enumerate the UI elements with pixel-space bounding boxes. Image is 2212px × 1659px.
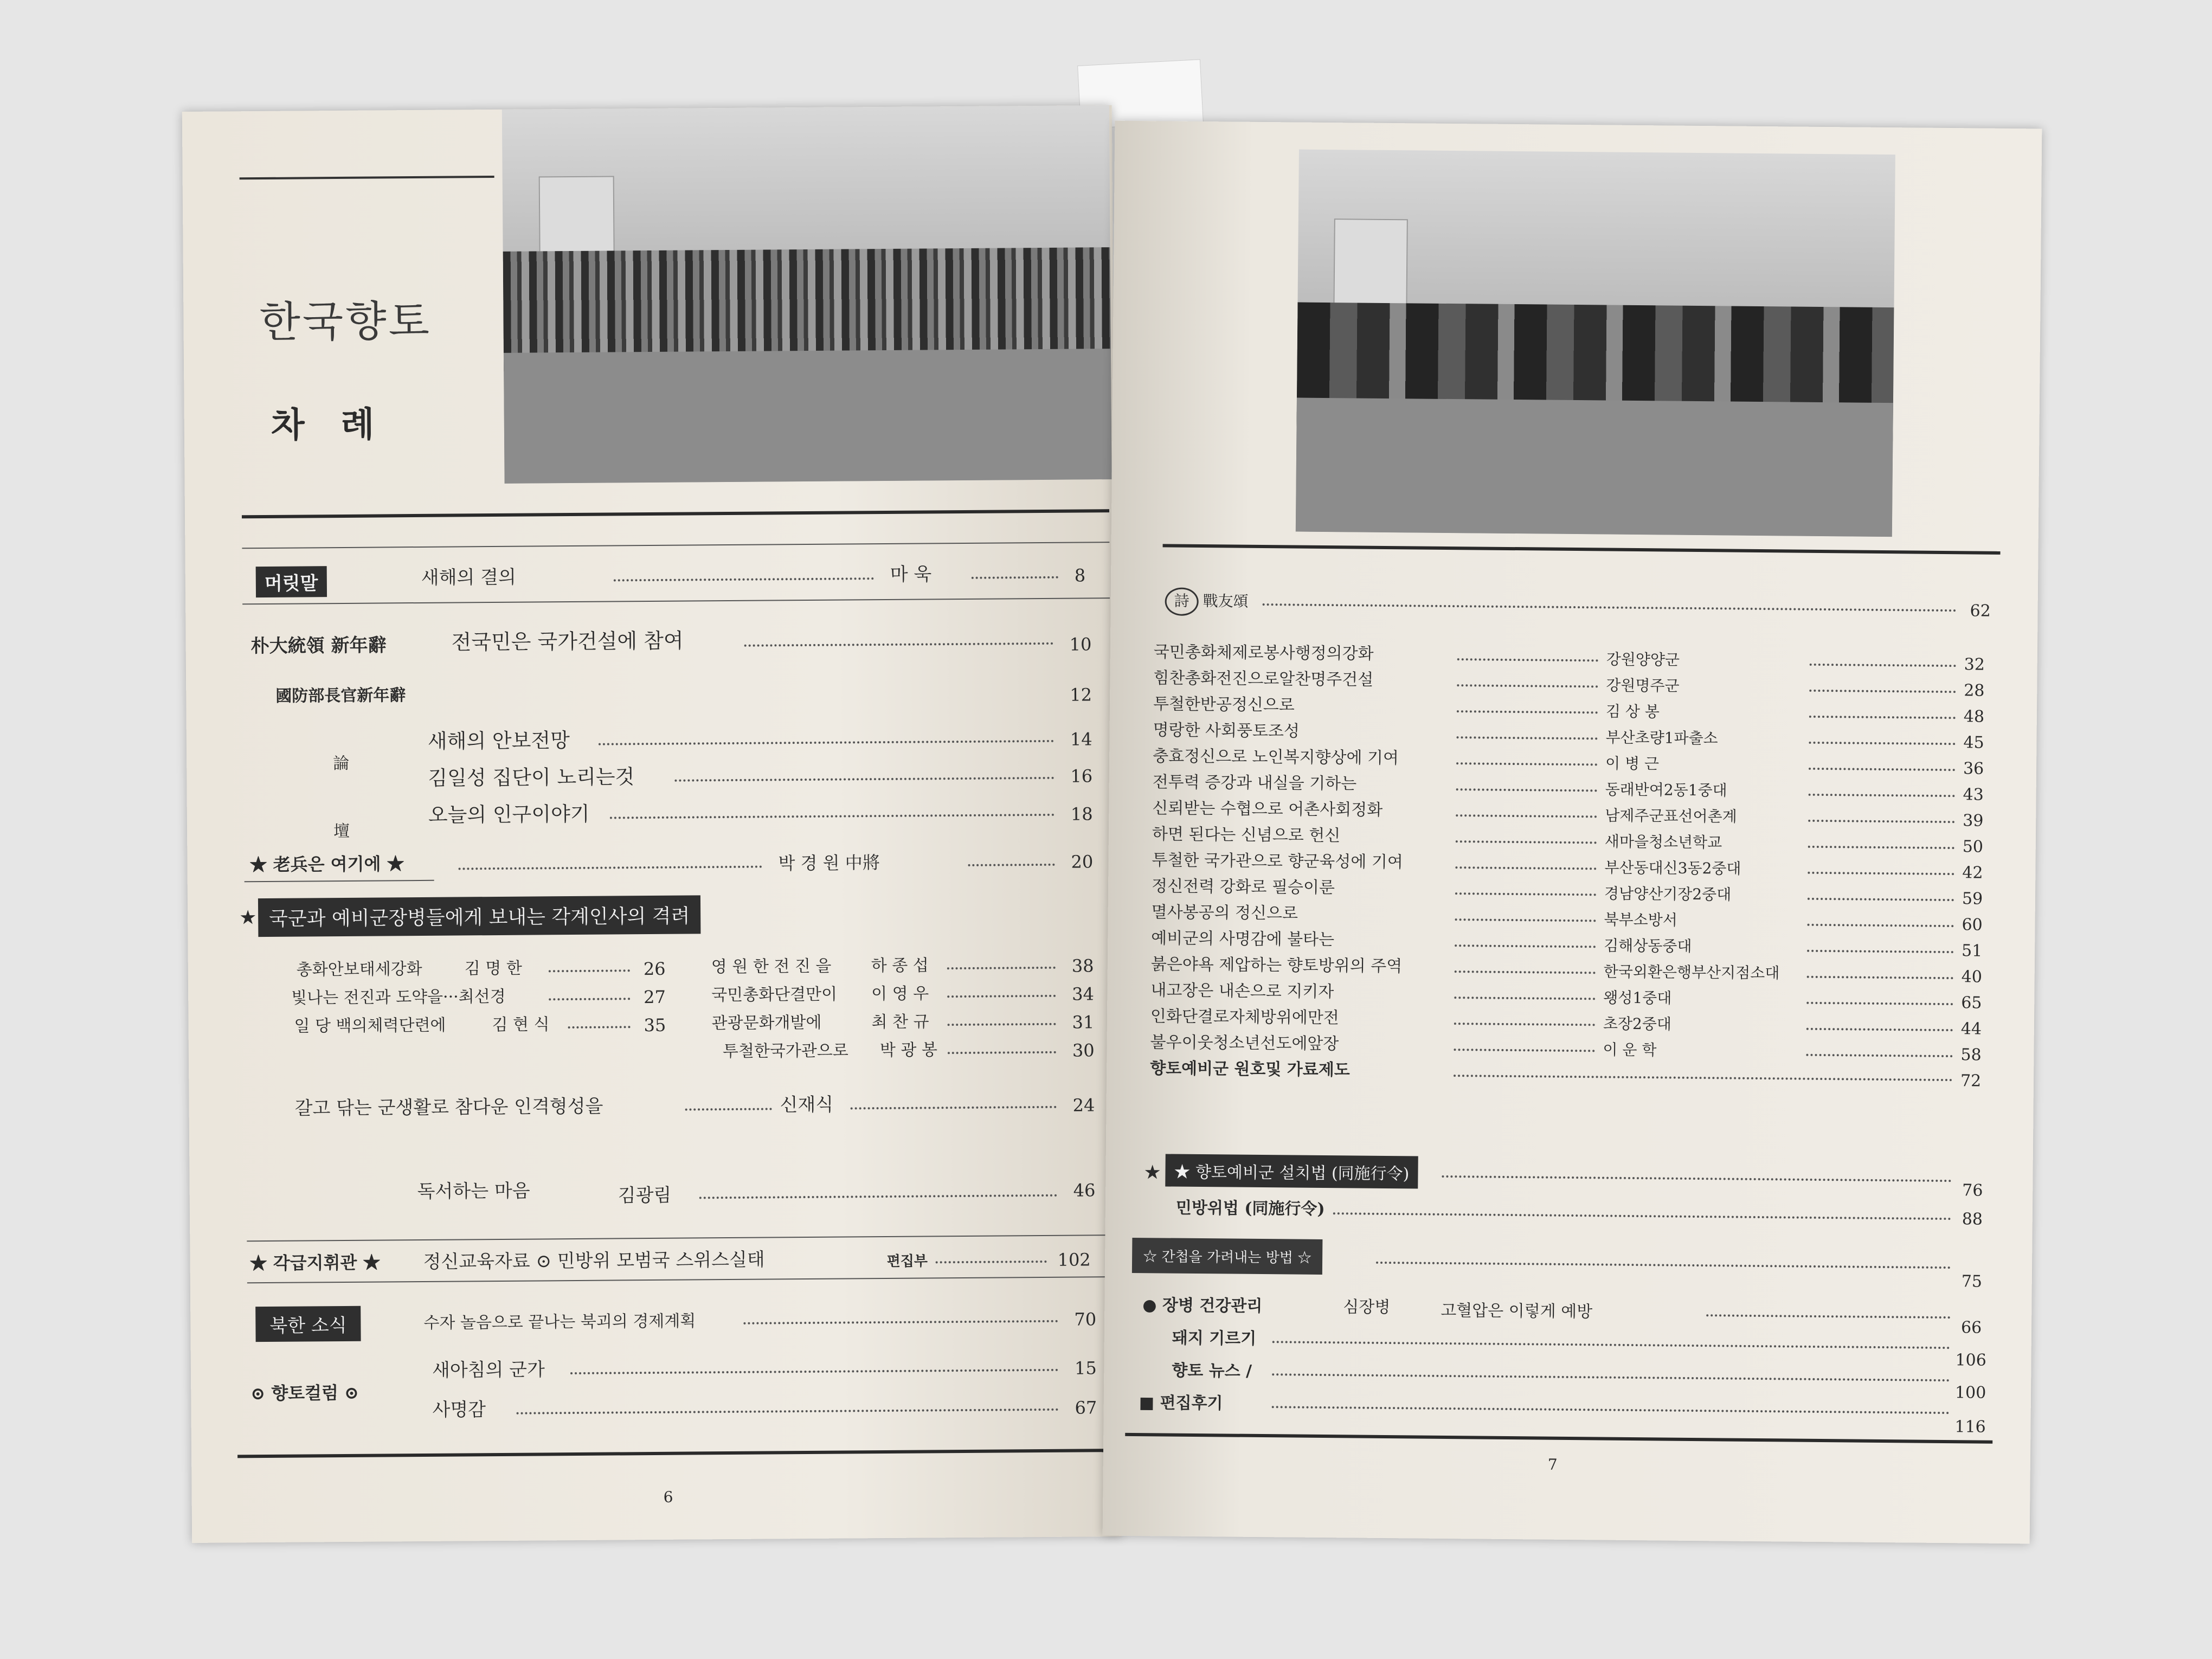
toc-page: 66	[1960, 1318, 1982, 1338]
toc-title: 정신교육자료 ⊙ 민방위 모범국 스위스실태	[423, 1249, 765, 1273]
north-korea-news-label: 북한 소식	[255, 1306, 361, 1342]
toc-author: 최 찬 규	[871, 1012, 929, 1032]
toc-page: 60	[1962, 915, 1983, 935]
toc-author: 김해상동중대	[1604, 936, 1692, 955]
toc-author: 동래반여2동1중대	[1605, 780, 1727, 800]
toc-author: 박 광 봉	[879, 1040, 938, 1060]
toc-author: 이 영 우	[871, 984, 929, 1004]
toc-title: 사명감	[432, 1399, 486, 1421]
toc-author: 남제주군표선어촌계	[1605, 806, 1737, 826]
toc-page: 38	[1071, 955, 1094, 976]
toc-page: 62	[1970, 601, 1991, 621]
toc-page: 36	[1963, 759, 1984, 779]
parade-photo-left	[502, 105, 1112, 484]
reserve-law-banner: ★ 향토예비군 설치법 (同施行令)	[1165, 1154, 1418, 1188]
right-page	[1103, 121, 2042, 1544]
star-icon: ★	[1143, 1161, 1161, 1184]
toc-title: 차 례	[271, 404, 375, 446]
toc-page: 40	[1961, 967, 1983, 987]
toc-author: 강원명주군	[1606, 676, 1680, 695]
encouragement-banner: 국군과 예비군장병들에게 보내는 각계인사의 격려	[258, 895, 701, 937]
toc-title: 민방위법 (同施行令)	[1175, 1198, 1325, 1219]
toc-page: 10	[1069, 634, 1092, 655]
toc-title: 김일성 집단이 노리는것	[428, 765, 635, 790]
toc-page: 27	[644, 986, 666, 1008]
toc-label: 朴大統領 新年辭	[250, 634, 387, 658]
toc-title: 힘찬총화전진으로알찬명주건설	[1153, 668, 1374, 690]
toc-page: 15	[1074, 1358, 1097, 1379]
toc-title: 충효정신으로 노인복지향상에 기여	[1153, 747, 1399, 768]
toc-author: 초장2중대	[1603, 1014, 1672, 1033]
left-page	[182, 105, 1122, 1543]
toc-author: 김 상 봉	[1605, 702, 1660, 721]
toc-page: 34	[1072, 983, 1095, 1005]
toc-title: 관광문화개발에	[711, 1013, 822, 1033]
toc-author: 심장병	[1343, 1297, 1391, 1317]
toc-title: 멸사봉공의 정신으로	[1151, 903, 1298, 923]
toc-title: 향토예비군 원호및 가료제도	[1150, 1059, 1350, 1080]
toc-title: 빛나는 전진과 도약을···최선경	[291, 987, 506, 1008]
toc-label: ★ 각급지휘관 ★	[249, 1252, 381, 1274]
toc-title: 정신전력 강화로 필승이룬	[1151, 877, 1335, 898]
poem-label: 詩	[1165, 587, 1198, 616]
toc-label: 國防部長官新年辭	[275, 686, 406, 706]
toc-title: 신뢰받는 수협으로 어촌사회정화	[1152, 799, 1383, 820]
toc-page: 58	[1960, 1045, 1982, 1065]
toc-label: 論	[333, 754, 350, 774]
toc-title: 일 당 백의체력단련에	[294, 1015, 446, 1036]
toc-page: 45	[1963, 733, 1984, 753]
toc-label: ⊙ 향토컬럼 ⊙	[250, 1382, 359, 1404]
toc-title: 명랑한 사회풍토조성	[1153, 721, 1300, 741]
toc-title: 새해의 결의	[421, 566, 516, 589]
toc-author: 이 병 근	[1605, 754, 1660, 773]
toc-page: 67	[1075, 1397, 1097, 1418]
toc-author: 경남양산기장2중대	[1604, 884, 1732, 904]
toc-page: 106	[1955, 1351, 1986, 1370]
toc-page: 43	[1963, 785, 1984, 805]
toc-page: 46	[1073, 1180, 1096, 1201]
toc-label: 壇	[333, 821, 350, 841]
toc-author: 김 명 한	[464, 959, 522, 979]
toc-page: 48	[1963, 707, 1985, 726]
toc-page: 28	[1964, 681, 1985, 700]
toc-author: 부산동대신3동2중대	[1604, 858, 1741, 878]
toc-author: 새마을청소년학교	[1604, 832, 1722, 852]
toc-page: 88	[1962, 1210, 1983, 1229]
toc-title: 돼지 기르기	[1172, 1328, 1257, 1348]
toc-title: 향토 뉴스 /	[1172, 1361, 1252, 1381]
toc-title: 갈고 닦는 군생활로 참다운 인격형성을	[294, 1095, 603, 1120]
toc-author: 한국외환은행부산지점소대	[1603, 962, 1780, 982]
artillery-photo-right	[1296, 150, 1895, 537]
toc-page: 8	[1074, 565, 1086, 586]
toc-title: 예비군의 사명감에 불타는	[1151, 929, 1335, 950]
toc-title: 수자 놀음으로 끝나는 북괴의 경제계획	[423, 1311, 696, 1333]
star-icon: ★	[239, 906, 257, 929]
toc-page: 50	[1962, 837, 1984, 857]
toc-page: 32	[1964, 655, 1985, 674]
toc-page: 76	[1962, 1181, 1983, 1200]
toc-title: 새해의 안보전망	[427, 729, 570, 753]
toc-page: 100	[1954, 1383, 1986, 1403]
toc-title: 戰友頌	[1203, 592, 1249, 610]
toc-page: 30	[1072, 1040, 1095, 1061]
toc-author: 김광림	[618, 1184, 672, 1207]
toc-title: 내고장은 내손으로 지키자	[1150, 981, 1334, 1002]
toc-title: 불우이웃청소년선도에앞장	[1150, 1033, 1339, 1054]
toc-author: 북부소방서	[1604, 910, 1677, 929]
toc-title: 독서하는 마음	[417, 1180, 530, 1203]
toc-title: 새아침의 군가	[432, 1359, 545, 1381]
toc-page: 70	[1074, 1309, 1097, 1330]
toc-title: 투철한반공정신으로	[1153, 695, 1295, 715]
toc-title: 총화안보태세강화	[296, 959, 422, 980]
toc-page: 42	[1962, 863, 1983, 883]
toc-page: 75	[1961, 1272, 1983, 1291]
toc-label: ★ 老兵은 여기에 ★	[249, 853, 404, 876]
toc-author: 이 운 학	[1603, 1040, 1657, 1059]
toc-title: 투철한국가관으로	[722, 1041, 848, 1062]
toc-title: 인화단결로자체방위에만전	[1150, 1007, 1339, 1028]
toc-page: 20	[1071, 851, 1094, 872]
toc-title: 전국민은 국가건설에 참여	[451, 628, 684, 654]
toc-title: 국민총화체제로봉사행정의강화	[1153, 642, 1374, 664]
toc-author: 강원양양군	[1606, 650, 1680, 669]
toc-page: 44	[1960, 1019, 1982, 1039]
toc-page: 59	[1962, 889, 1983, 909]
toc-page: 12	[1070, 684, 1092, 705]
toc-author: 부산초량1파출소	[1605, 728, 1718, 748]
toc-page: 24	[1072, 1095, 1095, 1116]
toc-author: 김 현 식	[492, 1015, 550, 1035]
toc-page: 18	[1070, 803, 1093, 825]
toc-title: 영 원 한 전 진 을	[711, 956, 832, 977]
toc-title: 붉은야욕 제압하는 향토방위의 주역	[1150, 955, 1403, 976]
toc-page: 39	[1963, 811, 1984, 831]
toc-author: 하 종 섭	[871, 956, 929, 976]
toc-page: 26	[643, 958, 666, 980]
toc-page: 51	[1961, 941, 1983, 961]
toc-page: 31	[1072, 1012, 1095, 1033]
toc-title: 전투력 증강과 내실을 기하는	[1152, 773, 1357, 794]
toc-page: 72	[1960, 1071, 1982, 1091]
toc-title: 국민총화단결만이	[711, 985, 838, 1005]
toc-author: 신재식	[780, 1094, 834, 1116]
magazine-title: 한국향토	[259, 297, 432, 348]
section-rule	[242, 509, 1109, 518]
toc-extra: 고혈압은 이렇게 예방	[1441, 1301, 1593, 1322]
toc-title: 투철한 국가관으로 향군육성에 기여	[1152, 851, 1403, 872]
preface-label: 머릿말	[256, 566, 327, 597]
toc-page: 16	[1070, 766, 1093, 787]
toc-author: 편집부	[886, 1253, 928, 1270]
spy-detection-banner: ☆ 간첩을 가려내는 방법 ☆	[1132, 1238, 1323, 1275]
page-number: 7	[1547, 1455, 1558, 1474]
toc-author: 왱성1중대	[1603, 988, 1672, 1007]
toc-page: 14	[1070, 729, 1092, 750]
toc-page: 35	[644, 1014, 666, 1036]
toc-page: 65	[1961, 993, 1982, 1013]
toc-page: 116	[1954, 1417, 1986, 1437]
title-rule	[240, 176, 494, 179]
toc-title: ■ 편집후기	[1139, 1393, 1223, 1413]
toc-title: ● 장병 건강관리	[1142, 1296, 1263, 1316]
toc-title: 오늘의 인구이야기	[428, 802, 590, 827]
toc-author: 박 경 원 中將	[778, 852, 880, 874]
page-number: 6	[663, 1488, 673, 1506]
toc-page: 102	[1057, 1249, 1091, 1270]
toc-title: 하면 된다는 신념으로 헌신	[1152, 825, 1341, 846]
toc-author: 마 욱	[890, 563, 932, 586]
